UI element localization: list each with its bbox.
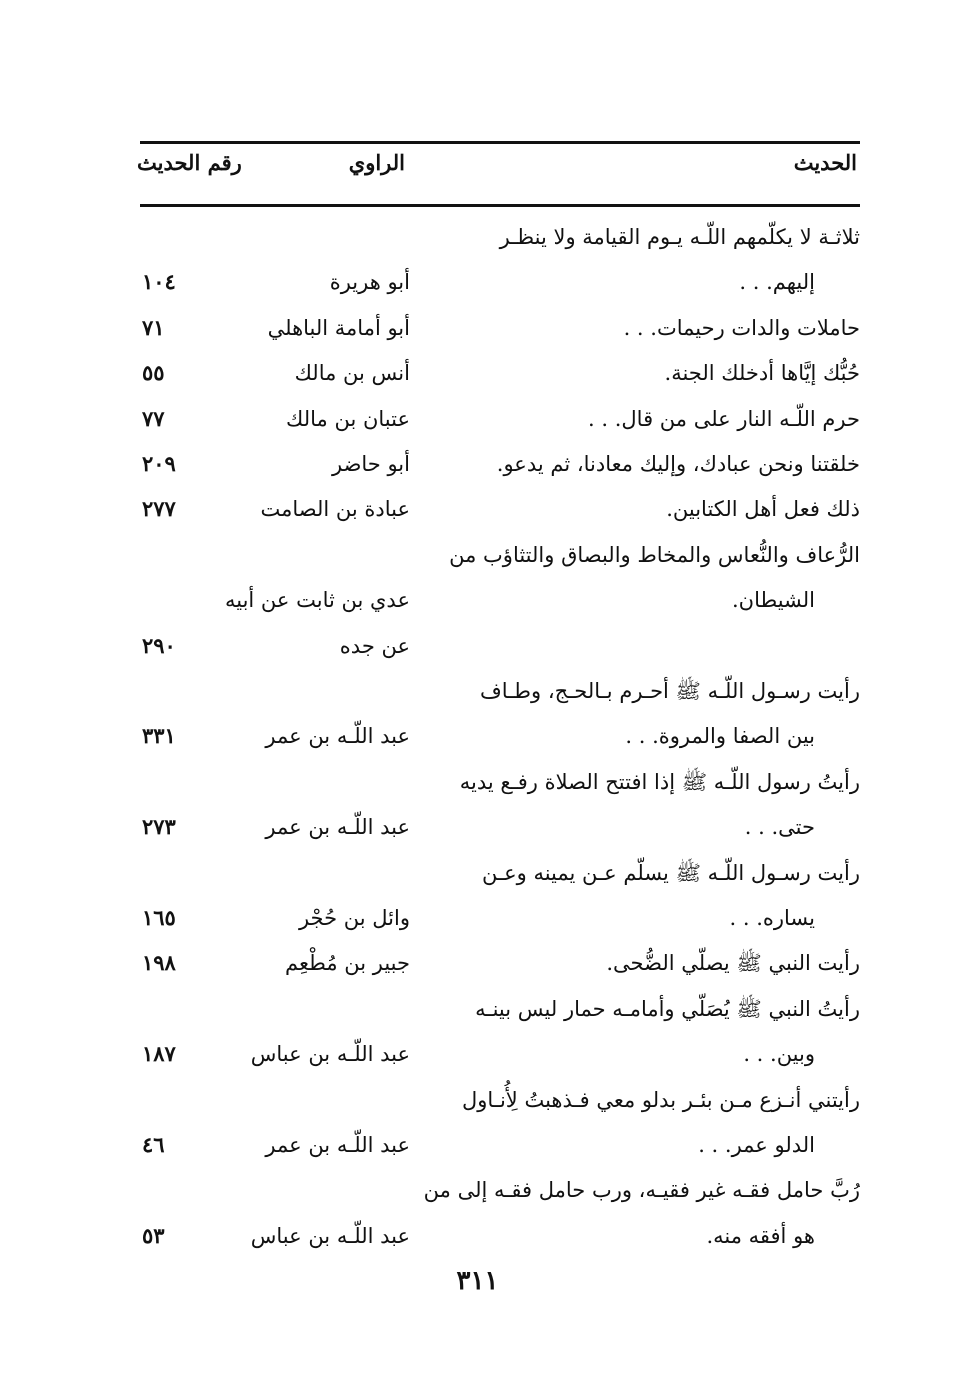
hadith-text: الشيطان. [731, 588, 815, 613]
hadith-text: حتى. . . [744, 815, 815, 840]
table-top-rule [140, 141, 860, 144]
table-row [0, 987, 955, 1032]
hadith-text: رأيتُ رسول اللّـه ﷺ إذا افتتح الصلاة رفـع يديه [459, 769, 860, 794]
hadith-number: ٢٠٩ [142, 451, 176, 476]
table-row [0, 533, 955, 578]
hadith-number: ١٩٨ [142, 950, 176, 976]
hadith-text: رأيت رسـول اللّـه ﷺ يسلّم عـن يمينه وعـن [481, 860, 860, 885]
table-row [0, 760, 955, 805]
narrator-name: عبد اللّـه بن عمر [265, 1133, 410, 1157]
narrator-name: وائل بن حُجْر [298, 906, 410, 930]
hadith-number: ٢٧٧ [142, 496, 176, 522]
hadith-text: رأيت رسـول اللّـه ﷺ أحـرم بـالحـج، وطـاف [479, 679, 860, 703]
narrator-name: عدي بن ثابت عن أبيه [224, 588, 410, 613]
hadith-number: ٥٥ [142, 360, 165, 386]
hadith-text: الرُّعاف والنُّعاس والمخاط والبصاق والتثاؤب من [449, 542, 860, 567]
hadith-text: ثلاثـة لا يكلّمهم اللّـه يـوم القيامة ولا ينظـر [499, 225, 860, 249]
narrator-name: عبد اللّـه بن عمر [265, 815, 410, 840]
table-row [0, 669, 955, 714]
hadith-number: ١٨٧ [142, 1041, 176, 1067]
narrator-name: عتبان بن مالك [286, 406, 410, 431]
hadith-text: بين الصفا والمروة. . . [625, 724, 815, 749]
table-row [0, 1168, 955, 1213]
hadith-number: ١٠٤ [142, 269, 176, 295]
table-row [0, 896, 955, 941]
hadith-text: حُبُّك إيَّاها أدخلك الجنة. [664, 361, 860, 386]
hadith-number: ٢٧٣ [142, 814, 176, 840]
narrator-name: عن جده [339, 633, 410, 658]
table-row [0, 578, 955, 623]
hadith-text: رُبَّ حامل فقـه غير فقيـه، ورب حامل فقـه إلى من [423, 1178, 860, 1203]
narrator-name: عبد اللّـه بن عمر [265, 724, 410, 749]
hadith-number: ٤٦ [142, 1132, 165, 1157]
table-row [0, 941, 955, 986]
table-row [0, 397, 955, 442]
table-row [0, 442, 955, 487]
table-row [0, 215, 955, 260]
narrator-name: أبو هريرة [329, 270, 410, 295]
table-header-rule [140, 204, 860, 207]
table-row [0, 351, 955, 396]
column-header-narrator: الراوي [348, 150, 405, 175]
hadith-text: إليهم. . . [739, 270, 815, 295]
hadith-text: خلقتنا ونحن عبادك، وإليك معادنا، ثم يدعو. [496, 452, 860, 476]
table-row [0, 306, 955, 351]
hadith-text: رأيت النبي ﷺ يصلّي الضُّحى. [606, 951, 860, 976]
table-row [0, 487, 955, 532]
narrator-name: أنس بن مالك [294, 361, 410, 386]
narrator-name: عبد اللّـه بن عباس [250, 1042, 410, 1067]
table-row [0, 851, 955, 896]
table-row [0, 260, 955, 305]
table-row [0, 1078, 955, 1123]
hadith-text: رأيتُ النبي ﷺ يُصَلّي وأمامـه حمار ليس بينـه [475, 996, 860, 1021]
hadith-text: هو أفقه منه. [706, 1223, 815, 1248]
narrator-name: أبو حاضر [331, 452, 410, 476]
hadith-number: ٧٧ [142, 405, 165, 431]
table-row [0, 1123, 955, 1168]
hadith-text: يساره. . . [729, 906, 815, 930]
hadith-text: حرم اللّـه النار على من قال. . . [588, 406, 860, 431]
hadith-number: ٢٩٠ [142, 632, 176, 658]
table-row [0, 1214, 955, 1259]
narrator-name: أبو أمامة الباهلي [267, 315, 410, 340]
table-row [0, 1032, 955, 1077]
hadith-text: الدلو عمر. . . [698, 1133, 815, 1157]
hadith-number: ٧١ [142, 314, 165, 340]
narrator-name: عبد اللّـه بن عباس [250, 1223, 410, 1248]
hadith-number: ١٦٥ [142, 905, 176, 930]
table-row [0, 624, 955, 669]
hadith-number: ٣٣١ [142, 723, 176, 749]
column-header-number: رقم الحديث [137, 150, 242, 175]
table-row [0, 805, 955, 850]
column-header-hadith: الحديث [793, 150, 857, 175]
hadith-text: حاملات والدات رحيمات. . . [623, 315, 860, 340]
page-number: ٣١١ [456, 1266, 499, 1296]
hadith-text: ذلك فعل أهل الكتابين. [666, 497, 860, 522]
table-row [0, 714, 955, 759]
hadith-text: رأيتني أنـزع مـن بئـر بدلو معي فـذهبتُ لِأُنـاول [462, 1087, 860, 1112]
hadith-number: ٥٣ [142, 1222, 165, 1248]
narrator-name: عبادة بن الصامت [260, 497, 410, 522]
narrator-name: جبير بن مُطْعِم [284, 951, 410, 976]
hadith-text: وبين. . . [743, 1042, 815, 1067]
